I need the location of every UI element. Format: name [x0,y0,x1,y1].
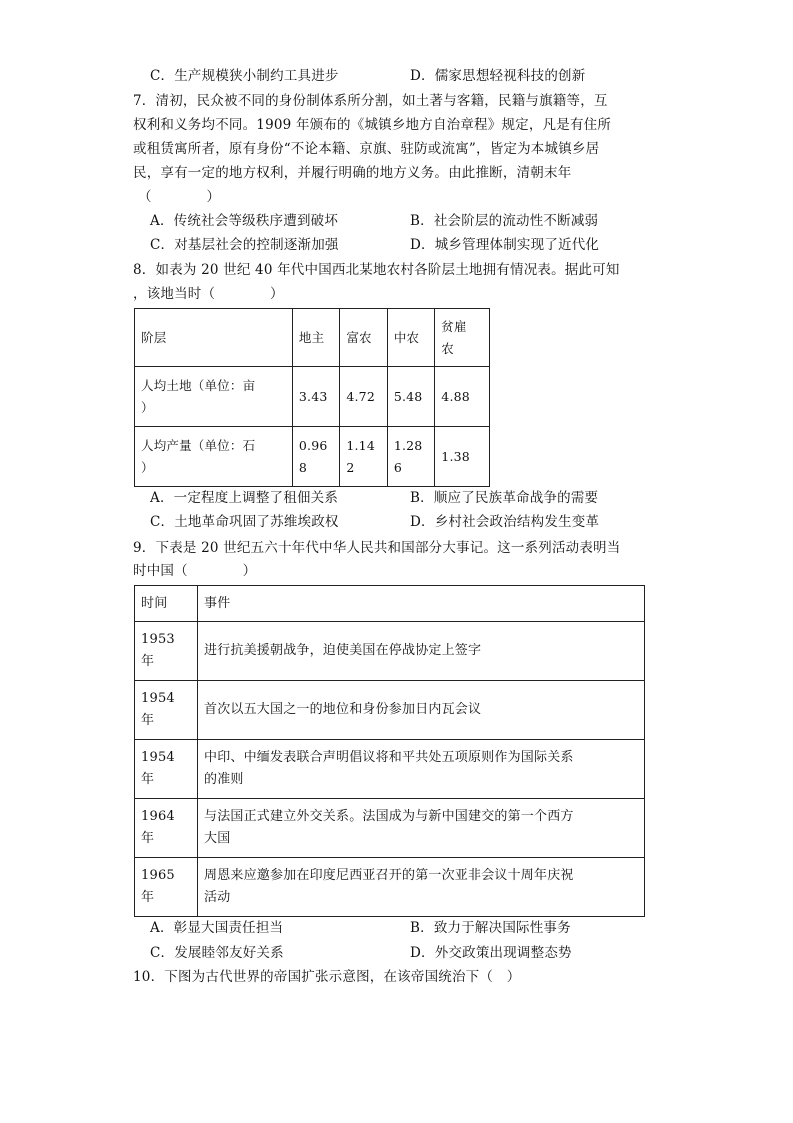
cell-text-line: ） [141,459,154,475]
table-cell [135,858,198,917]
table-cell: 3.43 [292,367,339,427]
q9-option-b: B．致力于解决国际性事务 [410,920,571,936]
table-cell [198,858,645,917]
q7-stem-line-1: 7．清初，民众被不同的身份制体系所分割，如土著与客籍，民籍与旗籍等，互 [133,93,608,109]
cell-text-line: 1.28 [393,437,423,453]
table-row [135,740,645,799]
cell-text-line: ） [141,399,154,415]
q8-option-a: A．一定程度上调整了租佃关系 [150,490,339,506]
cell-text-line: 6 [393,459,402,475]
q7-stem-line-3: 或租赁寓所者，原有身份“不论本籍、京旗、驻防或流寓”，皆定为本城镇乡居 [133,141,600,157]
cell-text-line: 1.14 [346,437,375,453]
table-row [135,622,645,681]
table-cell [135,367,293,427]
cell-text-line: 1954 [141,750,175,765]
cell-text-line: 周恩来应邀参加在印度尼西亚召开的第一次亚非会议十周年庆祝 [204,868,574,883]
q9-stem-line-2: 时中国（ ） [133,563,257,579]
cell-text-line: 年 [141,772,155,787]
table-header-row [135,309,490,367]
table-cell: 地主 [292,309,339,367]
q7-option-d: D．城乡管理体制实现了近代化 [410,237,600,253]
cell-text-line: 年 [141,890,155,905]
table-cell: 1.38 [435,427,490,487]
table-cell [435,309,490,367]
table-cell: 5.48 [387,367,434,427]
cell-text-line: 人均土地（单位：亩 [141,377,256,393]
q7-stem-line-4: 民，享有一定的地方权利，并履行明确的地方义务。由此推断，清朝末年 [133,165,572,181]
cell-text-line: 2 [346,459,355,475]
cell-text-line: 的准则 [204,772,244,787]
table-cell [135,622,198,681]
table-cell: 4.88 [435,367,490,427]
q7-answer-bracket: （ ） [138,189,221,205]
cell-text-line: 大国 [204,831,231,846]
cell-text-line: 1965 [141,868,175,883]
cell-text-line: 1953 [141,632,175,647]
cell-text-line: 年 [141,831,155,846]
table-row [135,427,490,487]
table-row [135,858,645,917]
q7-stem-line-2: 权利和义务均不同。1909 年颁布的《城镇乡地方自治章程》规定，凡是有住所 [133,117,612,133]
cell-text-line: 0.96 [298,437,328,453]
q10-stem: 10．下图为古代世界的帝国扩张示意图，在该帝国统治下（ ） [133,969,521,985]
cell-text-line: 贫雇 [441,318,467,334]
cell-text-line: 年 [141,654,155,669]
table-cell: 进行抗美援朝战争，迫使美国在停战协定上签字 [198,622,645,681]
table-cell [292,427,339,487]
table-cell: 4.72 [340,367,387,427]
q8-option-d: D．乡村社会政治结构发生变革 [410,514,600,530]
table-cell: 阶层 [135,309,293,367]
table-cell [198,799,645,858]
cell-text-line: 8 [298,459,308,475]
cell-text-line: 中印、中缅发表联合声明倡议将和平共处五项原则作为国际关系 [204,750,574,765]
q6-option-c: C．生产规模狭小制约工具进步 [150,68,339,84]
cell-text-line: 1964 [141,809,175,824]
table-cell: 事件 [198,586,645,622]
table-cell [135,799,198,858]
table-cell [198,740,645,799]
table-row [135,681,645,740]
table-cell [135,427,293,487]
table-cell [135,681,198,740]
q8-land-table [134,308,490,487]
cell-text-line: 与法国正式建立外交关系。法国成为与新中国建交的第一个西方 [204,809,574,824]
q7-option-b: B．社会阶层的流动性不断减弱 [410,213,599,229]
q9-option-d: D．外交政策出现调整态势 [410,945,572,961]
cell-text-line: 活动 [204,890,231,905]
q7-option-a: A．传统社会等级秩序遭到破坏 [150,213,339,229]
q8-option-b: B．顺应了民族革命战争的需要 [410,490,599,506]
q9-stem-line-1: 9．下表是 20 世纪五六十年代中华人民共和国部分大事记。这一系列活动表明当 [133,540,621,556]
q9-option-a: A．彰显大国责任担当 [150,920,284,936]
q6-option-d: D．儒家思想轻视科技的创新 [410,68,586,84]
q9-events-table [134,585,645,917]
table-header-row [135,586,645,622]
table-cell [135,740,198,799]
cell-text-line: 农 [441,340,454,356]
table-cell [340,427,387,487]
cell-text-line: 年 [141,713,155,728]
table-cell: 中农 [387,309,434,367]
q9-option-c: C．发展睦邻友好关系 [150,945,284,961]
q8-stem-line-1: 8．如表为 20 世纪 40 年代中国西北某地农村各阶层土地拥有情况表。据此可知 [133,262,620,278]
q8-stem-line-2: ，该地当时（ ） [133,286,284,302]
table-row [135,367,490,427]
table-cell: 富农 [340,309,387,367]
q7-option-c: C．对基层社会的控制逐渐加强 [150,237,339,253]
cell-text-line: 人均产量（单位：石 [141,437,256,453]
table-cell: 首次以五大国之一的地位和身份参加日内瓦会议 [198,681,645,740]
table-cell: 时间 [135,586,198,622]
q8-option-c: C．土地革命巩固了苏维埃政权 [150,514,339,530]
cell-text-line: 1954 [141,691,175,706]
table-row [135,799,645,858]
table-cell [387,427,434,487]
